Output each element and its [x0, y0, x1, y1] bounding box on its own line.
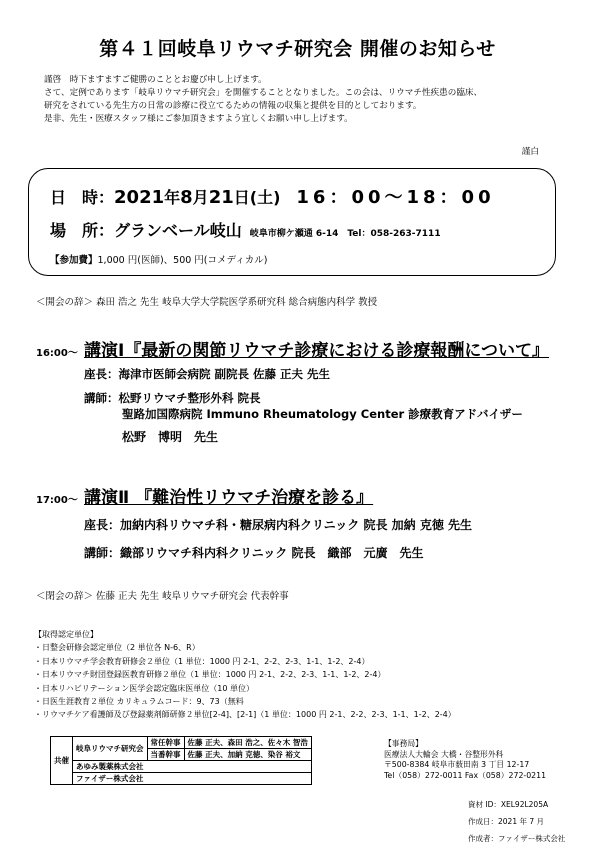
credits-list: [34, 641, 456, 721]
lecture2-time: 17:00〜: [36, 495, 78, 506]
secretariat-address: 〒500-8384 岐阜市薮田南 3 丁目 12-17: [384, 760, 530, 769]
organizer-members: 佐藤 正夫、加納 克徳、染谷 裕文: [184, 749, 311, 761]
date-year: 2021: [114, 187, 165, 208]
secretariat: [384, 739, 546, 781]
organizer-members: 佐藤 正夫、森田 浩之、佐々木 智浩: [184, 737, 311, 749]
lecture1-speaker-affiliation: 聖路加国際病院 Immuno Rheumatology Center 診療教育アドバイザー: [122, 407, 523, 421]
lecture2-chair: 座長：加納内科リウマチ科・糖尿病内科クリニック 院長 加納 克徳 先生: [84, 518, 472, 532]
created-date: 作成日：2021 年 7 月: [468, 817, 545, 826]
secretariat-name: 医療法人大輪会 大橋・谷整形外科: [384, 749, 504, 759]
opening-remarks: ＜開会の辞＞ 森田 浩之 先生 岐阜大学大学院医学系研究科 総合病態内科学 教授: [36, 297, 378, 308]
lecture1-speaker: 講師：松野リウマチ整形外科 院長: [84, 391, 261, 405]
fee-value: 1,000 円(医師)、500 円(コメディカル): [97, 255, 268, 266]
credit-item: ・ 日本リハビリテーション医学会認定臨床医単位（10 単位）: [34, 682, 456, 695]
organizer-role: 当番幹事: [147, 749, 184, 761]
date-month-unit: 月: [192, 188, 209, 207]
credits-heading: 【取得認定単位】: [34, 630, 98, 639]
credit-item: ・ リウマチケア看護師及び登録薬剤師研修２単位[2-4]、[2-1]（1 単位：1000 円 2-1、2-2、2-3、1-1、1-2、2-4）: [34, 708, 456, 721]
fee-label: 【参加費】: [50, 255, 98, 266]
organizer-society: 岐阜リウマチ研究会: [73, 737, 148, 761]
lecture1-title: 講演Ⅰ『最新の関節リウマチ診療における診療報酬について』: [84, 341, 549, 361]
date-label: 日 時：: [50, 188, 115, 207]
credits-section: [34, 628, 456, 722]
lecture1-time: 16:00〜: [36, 348, 78, 359]
organizers-table: [50, 736, 312, 785]
document-meta: [468, 796, 565, 847]
lecture2-title: 講演Ⅱ 『難治性リウマチ治療を診る』: [84, 488, 374, 508]
place-label: 場 所：: [50, 221, 115, 240]
organizer-role: 常任幹事: [147, 737, 184, 749]
lecture1-speaker-name: 松野 博明 先生: [122, 430, 219, 444]
organizer-company: ファイザー株式会社: [73, 773, 312, 785]
date-day-unit: 日: [233, 188, 250, 207]
greeting-line: 謹啓 時下ますますご健勝のこととお慶び申し上げます。: [44, 75, 267, 85]
lecture1-chair: 座長：海津市医師会病院 副院長 佐藤 正夫 先生: [84, 367, 331, 381]
venue-name: グランベール岐山: [114, 221, 242, 240]
lecture2-speaker: 講師：織部リウマチ科内科クリニック 院長 織部 元廣 先生: [84, 546, 424, 560]
organizer-company: あゆみ製薬株式会社: [73, 761, 312, 773]
credit-item: ・ 日医生涯教育２単位 カリキュラムコード：9、73（無料: [34, 695, 456, 708]
credit-item: ・ 日整会研修会認定単位（2 単位各 N-6、R）: [34, 641, 456, 654]
greeting-line: 研究をされている先生方の日常の診療に役立てるための情報の収集と提供を目的としております。: [44, 101, 422, 111]
author: 作成者：ファイザー株式会社: [468, 834, 566, 843]
date-day: 21: [208, 187, 234, 208]
credit-item: ・ 日本リウマチ学会教育研修会２単位（1 単位：1000 円 2-1、2-2、2-3、1-1、1-2、2-4）: [34, 655, 456, 668]
greeting-line: さて、定例であります「岐阜リウマチ研究会」を開催することとなりました。この会は、リウマチ性疾患の臨床、: [44, 88, 483, 98]
greeting-line: 是非、先生・医療スタッフ様にご参加頂きますよう宜しくお願い申し上げます。: [44, 114, 353, 124]
closing-word: 謹白: [521, 147, 539, 157]
material-id: 資材 ID：XEL92L205A: [468, 800, 549, 809]
closing-remarks: ＜閉会の辞＞ 佐藤 正夫 先生 岐阜リウマチ研究会 代表幹事: [36, 591, 289, 602]
event-fee: [50, 252, 267, 266]
venue-address: 岐阜市柳ケ瀬通 6-14 Tel：058-263-7111: [249, 229, 441, 239]
page-title: 第４１回岐阜リウマチ研究会 開催のお知らせ: [99, 38, 496, 60]
date-month: 8: [180, 187, 193, 208]
secretariat-phone: Tel（058）272-0011 Fax（058）272-0211: [384, 770, 547, 780]
organizers-label: 共催: [51, 737, 73, 785]
greeting: [44, 74, 482, 126]
date-weekday: (土): [249, 188, 281, 207]
date-year-unit: 年: [164, 188, 181, 207]
credit-item: ・ 日本リウマチ財団登録医教育研修２単位（1 単位：1000 円 2-1、2-2、2-3、1-1、1-2、2-4）: [34, 668, 456, 681]
event-date: [50, 183, 495, 209]
event-place: [50, 218, 441, 241]
secretariat-heading: 【事務局】: [384, 739, 423, 748]
event-time: 16：00〜18：00: [296, 187, 495, 208]
